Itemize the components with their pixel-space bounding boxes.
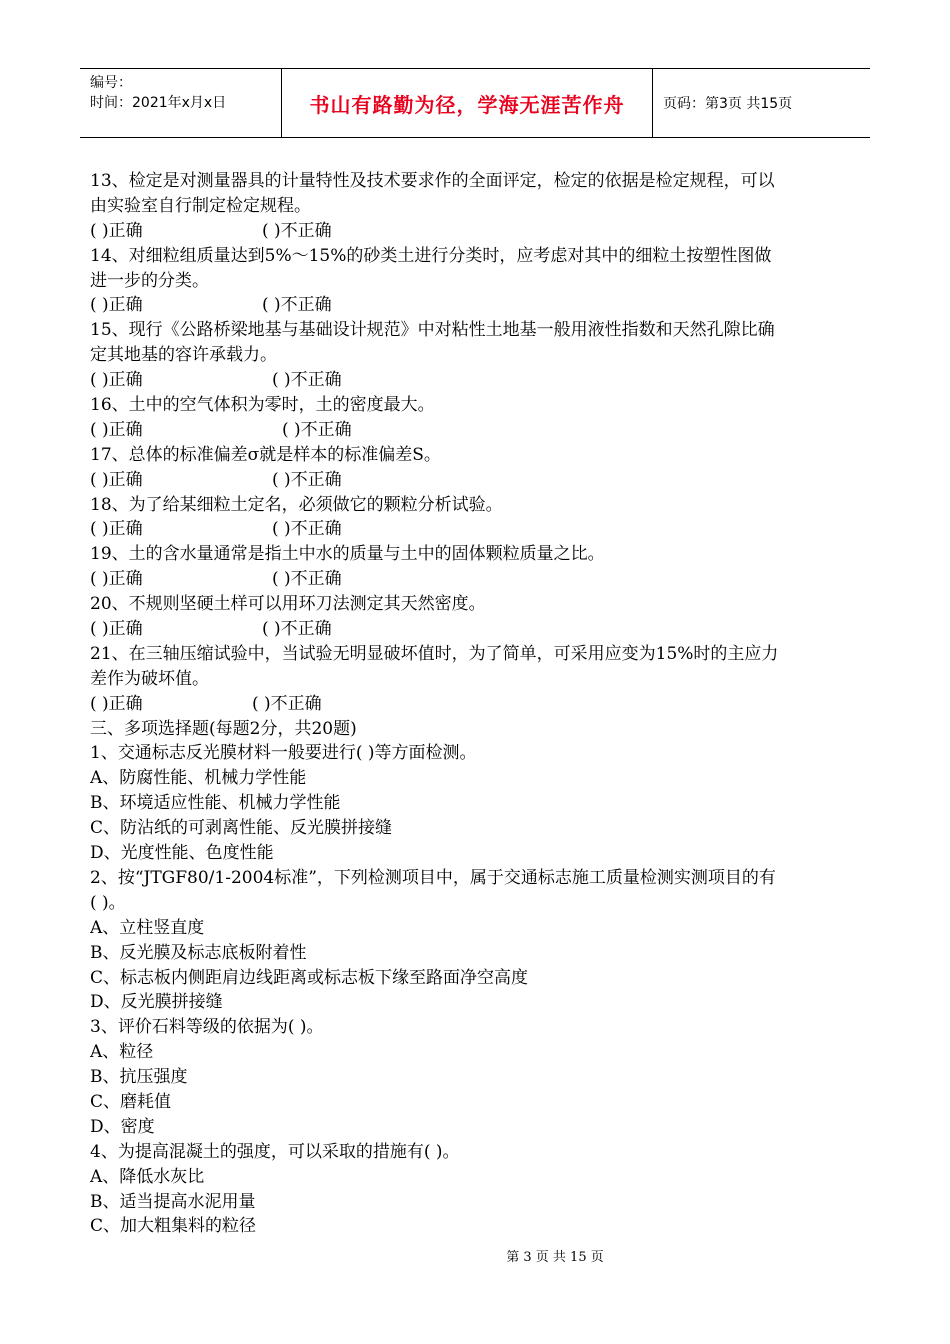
text-line: C、防沾纸的可剥离性能、反光膜拼接缝 [90, 818, 393, 839]
text-line: C、标志板内侧距肩边线距离或标志板下缘至路面净空高度 [90, 967, 529, 988]
text-line: 13、检定是对测量器具的计量特性及技术要求作的全面评定，检定的依据是检定规程，可以 [90, 171, 775, 191]
option-correct[interactable]: ( )正确 [90, 419, 143, 440]
text-line: B、抗压强度 [90, 1067, 188, 1088]
option-incorrect[interactable]: ( )不正确 [272, 569, 342, 590]
text-line: D、反光膜拼接缝 [90, 992, 223, 1013]
answer-options [90, 617, 862, 642]
text-line: 由实验室自行制定检定规程。 [90, 195, 311, 216]
text-line: B、环境适应性能、机械力学性能 [90, 793, 341, 814]
answer-options [90, 468, 862, 493]
text-line: 21、在三轴压缩试验中，当试验无明显破坏值时，为了简单，可采用应变为15%时的主应力 [90, 643, 779, 664]
option-correct[interactable]: ( )正确 [90, 619, 143, 640]
option-correct[interactable]: ( )正确 [90, 693, 143, 714]
option-incorrect[interactable]: ( )不正确 [262, 220, 332, 241]
answer-options [90, 368, 862, 393]
option-incorrect[interactable]: ( )不正确 [272, 370, 342, 391]
option-correct[interactable]: ( )正确 [90, 519, 143, 540]
text-line: ( )。 [90, 892, 126, 913]
text-line: A、降低水灰比 [90, 1166, 205, 1187]
text-line: A、粒径 [90, 1042, 154, 1063]
text-line: 14、对细粒组质量达到5%～15%的砂类土进行分类时，应考虑对其中的细粒土按塑性图做 [90, 245, 772, 266]
number-label: 编号： [90, 75, 132, 91]
text-line: C、磨耗值 [90, 1091, 172, 1112]
text-line: 定其地基的容许承载力。 [90, 345, 277, 366]
text-line: A、立柱竖直度 [90, 917, 205, 938]
page-info: 页码：第3页 共15页 [663, 96, 793, 112]
option-incorrect[interactable]: ( )不正确 [262, 295, 332, 316]
page-footer: 第 3 页 共 15 页 [506, 1250, 604, 1265]
answer-options [90, 692, 862, 717]
text-line: 19、土的含水量通常是指土中水的质量与土中的固体颗粒质量之比。 [90, 544, 605, 565]
text-line: B、反光膜及标志底板附着性 [90, 942, 307, 963]
text-line: A、防腐性能、机械力学性能 [90, 768, 307, 789]
text-line: 3、评价石料等级的依据为( )。 [90, 1017, 324, 1038]
text-line: 1、交通标志反光膜材料一般要进行( )等方面检测。 [90, 743, 477, 764]
text-line: 18、为了给某细粒土定名，必须做它的颗粒分析试验。 [90, 494, 503, 515]
text-line: 20、不规则坚硬土样可以用环刀法测定其天然密度。 [90, 594, 486, 615]
text-line: 三、多项选择题(每题2分，共20题) [90, 718, 357, 739]
option-incorrect[interactable]: ( )不正确 [272, 519, 342, 540]
text-line: D、密度 [90, 1116, 155, 1137]
text-line: 17、总体的标准偏差σ就是样本的标准偏差S。 [90, 444, 441, 465]
answer-options [90, 517, 862, 542]
answer-options [90, 219, 862, 244]
text-line: 进一步的分类。 [90, 270, 209, 291]
text-line: D、光度性能、色度性能 [90, 843, 274, 864]
text-line: 16、土中的空气体积为零时，土的密度最大。 [90, 395, 435, 416]
header-meta-cell [80, 69, 282, 137]
time-label: 时间：2021年x月x日 [90, 95, 227, 111]
text-line: C、加大粗集料的粒径 [90, 1216, 257, 1237]
option-correct[interactable]: ( )正确 [90, 469, 143, 490]
answer-options [90, 418, 862, 443]
option-correct[interactable]: ( )正确 [90, 220, 143, 241]
option-incorrect[interactable]: ( )不正确 [262, 619, 332, 640]
option-incorrect[interactable]: ( )不正确 [282, 419, 352, 440]
text-line: 2、按“JTGF80/1-2004标准”，下列检测项目中，属于交通标志施工质量检测实测项目的有 [90, 867, 776, 888]
option-incorrect[interactable]: ( )不正确 [272, 469, 342, 490]
document-body [90, 169, 862, 1239]
answer-options [90, 567, 862, 592]
text-line: B、适当提高水泥用量 [90, 1191, 256, 1212]
page-header [80, 68, 870, 138]
answer-options [90, 293, 862, 318]
option-correct[interactable]: ( )正确 [90, 569, 143, 590]
text-line: 差作为破坏值。 [90, 668, 209, 689]
option-incorrect[interactable]: ( )不正确 [252, 693, 322, 714]
text-line: 15、现行《公路桥梁地基与基础设计规范》中对粘性土地基一般用液性指数和天然孔隙比确 [90, 320, 775, 341]
motto: 书山有路勤为径，学海无涯苦作舟 [282, 69, 653, 137]
text-line: 4、为提高混凝土的强度，可以采取的措施有( )。 [90, 1141, 460, 1162]
option-correct[interactable]: ( )正确 [90, 295, 143, 316]
option-correct[interactable]: ( )正确 [90, 370, 143, 391]
